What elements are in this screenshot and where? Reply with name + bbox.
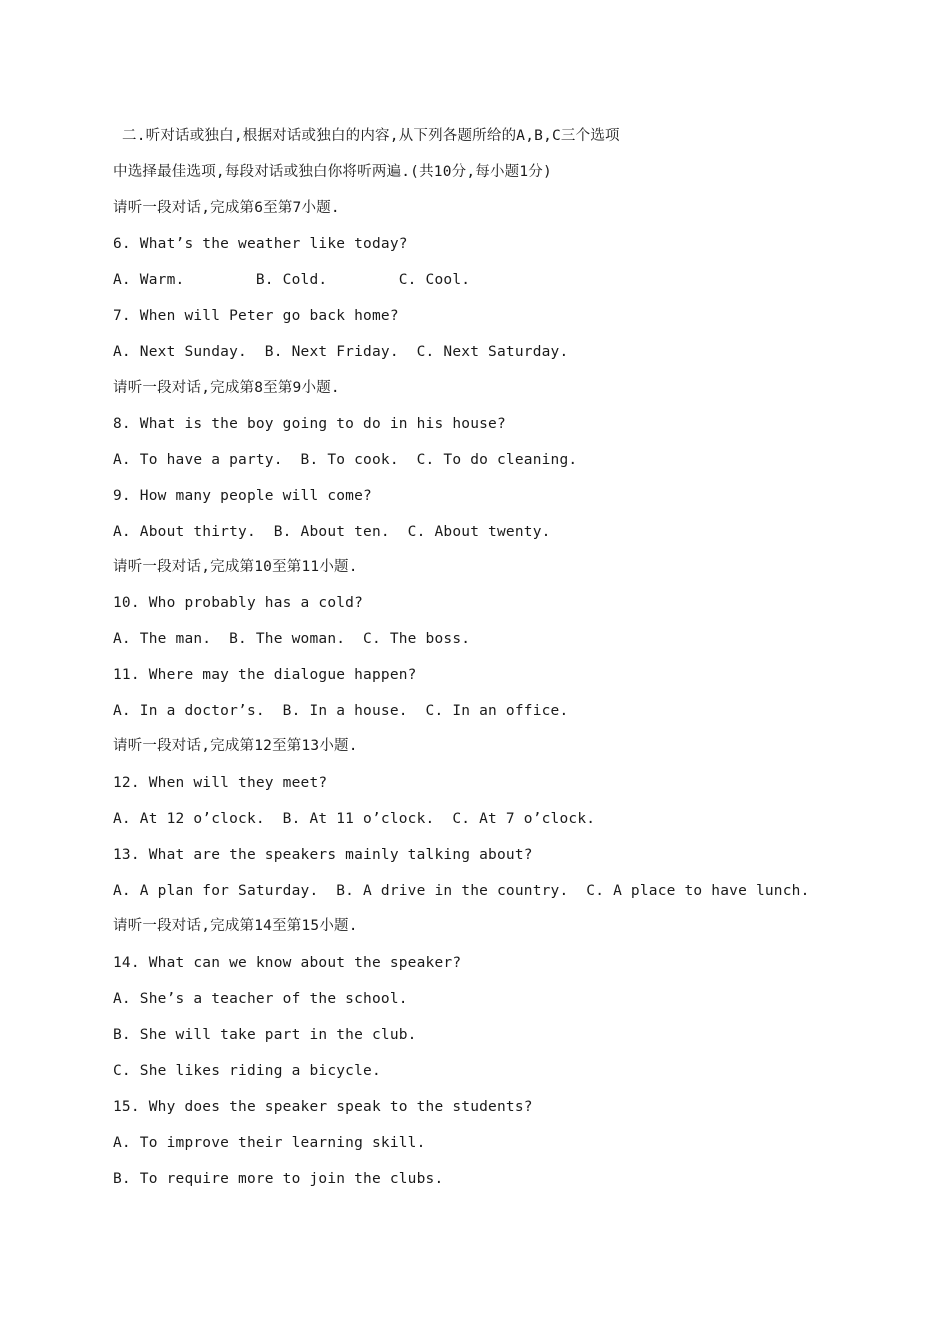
options-6: A. Warm. B. Cold. C. Cool. <box>113 272 471 288</box>
option-14-a: A. She’s a teacher of the school. <box>113 991 408 1007</box>
question-8: 8. What is the boy going to do in his house? <box>113 416 506 432</box>
option-15-b: B. To require more to join the clubs. <box>113 1171 444 1187</box>
question-12: 12. When will they meet? <box>113 775 328 791</box>
question-13: 13. What are the speakers mainly talking about? <box>113 847 533 863</box>
options-11: A. In a doctor’s. B. In a house. C. In an office. <box>113 703 569 719</box>
dialogue-prompt-14-15: 请听一段对话,完成第14至第15小题. <box>113 918 358 934</box>
question-14: 14. What can we know about the speaker? <box>113 955 462 971</box>
dialogue-prompt-12-13: 请听一段对话,完成第12至第13小题. <box>113 738 358 754</box>
question-15: 15. Why does the speaker speak to the students? <box>113 1099 533 1115</box>
options-8: A. To have a party. B. To cook. C. To do cleaning. <box>113 452 578 468</box>
question-11: 11. Where may the dialogue happen? <box>113 667 417 683</box>
options-10: A. The man. B. The woman. C. The boss. <box>113 631 471 647</box>
question-7: 7. When will Peter go back home? <box>113 308 399 324</box>
options-9: A. About thirty. B. About ten. C. About twenty. <box>113 524 551 540</box>
options-13: A. A plan for Saturday. B. A drive in the country. C. A place to have lunch. <box>113 883 810 899</box>
question-9: 9. How many people will come? <box>113 488 372 504</box>
option-14-c: C. She likes riding a bicycle. <box>113 1063 381 1079</box>
question-10: 10. Who probably has a cold? <box>113 595 364 611</box>
options-12: A. At 12 o’clock. B. At 11 o’clock. C. At 7 o’clock. <box>113 811 596 827</box>
options-7: A. Next Sunday. B. Next Friday. C. Next Saturday. <box>113 344 569 360</box>
question-6: 6. What’s the weather like today? <box>113 236 408 252</box>
option-15-a: A. To improve their learning skill. <box>113 1135 426 1151</box>
dialogue-prompt-10-11: 请听一段对话,完成第10至第11小题. <box>113 559 358 575</box>
dialogue-prompt-6-7: 请听一段对话,完成第6至第7小题. <box>113 200 340 216</box>
section-instruction-line-1: 二.听对话或独白,根据对话或独白的内容,从下列各题所给的A,B,C三个选项 <box>122 128 620 144</box>
section-instruction-line-2: 中选择最佳选项,每段对话或独白你将听两遍.(共10分,每小题1分) <box>113 164 552 180</box>
option-14-b: B. She will take part in the club. <box>113 1027 417 1043</box>
dialogue-prompt-8-9: 请听一段对话,完成第8至第9小题. <box>113 380 340 396</box>
